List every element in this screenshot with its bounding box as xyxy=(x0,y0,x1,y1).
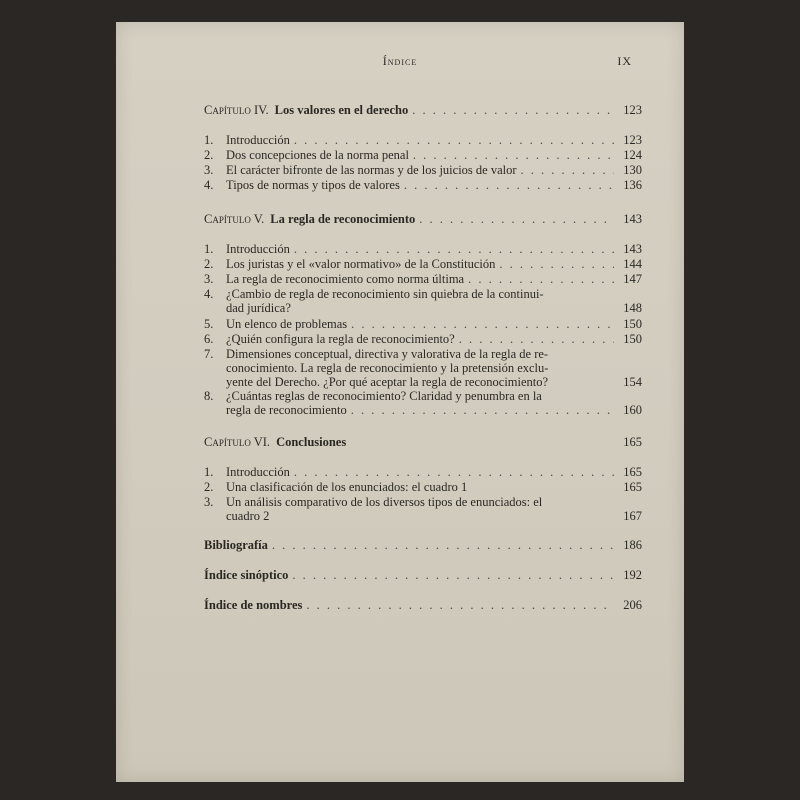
item-number: 6. xyxy=(204,332,214,346)
toc-chapter-4 xyxy=(204,103,642,117)
item-number: 8. xyxy=(204,389,214,403)
back-matter-page: 206 xyxy=(623,598,642,612)
item-number: 4. xyxy=(204,287,214,301)
item-number: 1. xyxy=(204,133,214,147)
item-title-line: ¿Cambio de regla de reconocimiento sin quiebra de la continui- xyxy=(226,287,544,301)
chapter-page: 165 xyxy=(623,435,642,449)
running-head-title: Índice xyxy=(382,54,418,68)
toc-chapter-5 xyxy=(204,212,642,226)
chapter-label: Capítulo IV. xyxy=(204,103,269,117)
item-page: 150 xyxy=(623,317,642,331)
item-number: 3. xyxy=(204,495,214,509)
item-title-line: conocimiento. La regla de reconocimiento y la pretensión exclu- xyxy=(226,361,549,375)
back-matter-title: Índice sinóptico xyxy=(204,568,289,582)
item-title: Un elenco de problemas xyxy=(226,317,348,331)
toc-item xyxy=(204,347,642,389)
item-number: 2. xyxy=(204,257,214,271)
item-number: 7. xyxy=(204,347,214,361)
item-number: 5. xyxy=(204,317,214,331)
toc-item xyxy=(204,465,642,479)
item-title: La regla de reconocimiento como norma última xyxy=(226,272,465,286)
toc-item xyxy=(204,389,642,417)
item-title-line: cuadro 2 xyxy=(226,509,270,523)
toc-item xyxy=(204,317,642,331)
item-page: 136 xyxy=(623,178,642,192)
item-number: 1. xyxy=(204,465,214,479)
item-number: 4. xyxy=(204,178,214,192)
item-title: Introducción xyxy=(226,242,290,256)
chapter-page: 143 xyxy=(623,212,642,226)
item-page: 167 xyxy=(623,509,642,523)
item-page: 124 xyxy=(623,148,642,162)
item-page: 160 xyxy=(623,403,642,417)
item-title-line: yente del Derecho. ¿Por qué aceptar la regla de reconocimiento? xyxy=(226,375,549,389)
item-title: Los juristas y el «valor normativo» de la Constitución xyxy=(226,257,496,271)
toc-item xyxy=(204,148,642,162)
item-title: ¿Quién configura la regla de reconocimiento? xyxy=(226,332,455,346)
item-page: 154 xyxy=(623,375,642,389)
item-title-line: Dimensiones conceptual, directiva y valorativa de la regla de re- xyxy=(226,347,549,361)
item-number: 2. xyxy=(204,148,214,162)
toc-item xyxy=(204,287,642,315)
item-title: Introducción xyxy=(226,133,290,147)
back-matter-title: Índice de nombres xyxy=(204,598,303,612)
chapter-title: Los valores en el derecho xyxy=(274,103,409,117)
item-page: 165 xyxy=(623,480,642,494)
toc-bibliography xyxy=(204,538,642,552)
item-page: 150 xyxy=(623,332,642,346)
chapter-title: Conclusiones xyxy=(276,435,347,449)
toc-name-index xyxy=(204,598,642,612)
toc-item xyxy=(204,178,642,192)
toc-item xyxy=(204,332,642,346)
item-page: 144 xyxy=(623,257,642,271)
item-title: Tipos de normas y tipos de valores xyxy=(226,178,400,192)
chapter-title: La regla de reconocimiento xyxy=(270,212,416,226)
item-number: 3. xyxy=(204,163,214,177)
book-page xyxy=(116,22,684,782)
running-head-page-number: IX xyxy=(617,54,632,68)
back-matter-title: Bibliografía xyxy=(204,538,268,552)
item-number: 1. xyxy=(204,242,214,256)
toc-item xyxy=(204,480,642,494)
item-page: 123 xyxy=(623,133,642,147)
toc-item xyxy=(204,257,642,271)
toc-item xyxy=(204,242,642,256)
toc-item xyxy=(204,163,642,177)
item-page: 147 xyxy=(623,272,642,286)
item-number: 3. xyxy=(204,272,214,286)
chapter-label: Capítulo V. xyxy=(204,212,265,226)
toc-item xyxy=(204,133,642,147)
item-title-line: ¿Cuántas reglas de reconocimiento? Claridad y penumbra en la xyxy=(226,389,542,403)
item-number: 2. xyxy=(204,480,214,494)
chapter-page: 123 xyxy=(623,103,642,117)
chapter-label: Capítulo VI. xyxy=(204,435,271,449)
item-title-line: regla de reconocimiento xyxy=(226,403,347,417)
toc-synoptic-index xyxy=(204,568,642,582)
item-title: Una clasificación de los enunciados: el cuadro 1 xyxy=(226,480,468,494)
item-page: 130 xyxy=(623,163,642,177)
item-page: 148 xyxy=(623,301,642,315)
item-page: 143 xyxy=(623,242,642,256)
item-title-line: dad jurídica? xyxy=(226,301,291,315)
toc-item xyxy=(204,272,642,286)
item-title: Introducción xyxy=(226,465,290,479)
toc-item xyxy=(204,495,642,523)
item-title-line: Un análisis comparativo de los diversos tipos de enunciados: el xyxy=(226,495,543,509)
item-title: El carácter bifronte de las normas y de los juicios de valor xyxy=(226,163,517,177)
toc-chapter-6 xyxy=(204,435,642,449)
item-page: 165 xyxy=(623,465,642,479)
item-title: Dos concepciones de la norma penal xyxy=(226,148,409,162)
back-matter-page: 186 xyxy=(623,538,642,552)
back-matter-page: 192 xyxy=(623,568,642,582)
